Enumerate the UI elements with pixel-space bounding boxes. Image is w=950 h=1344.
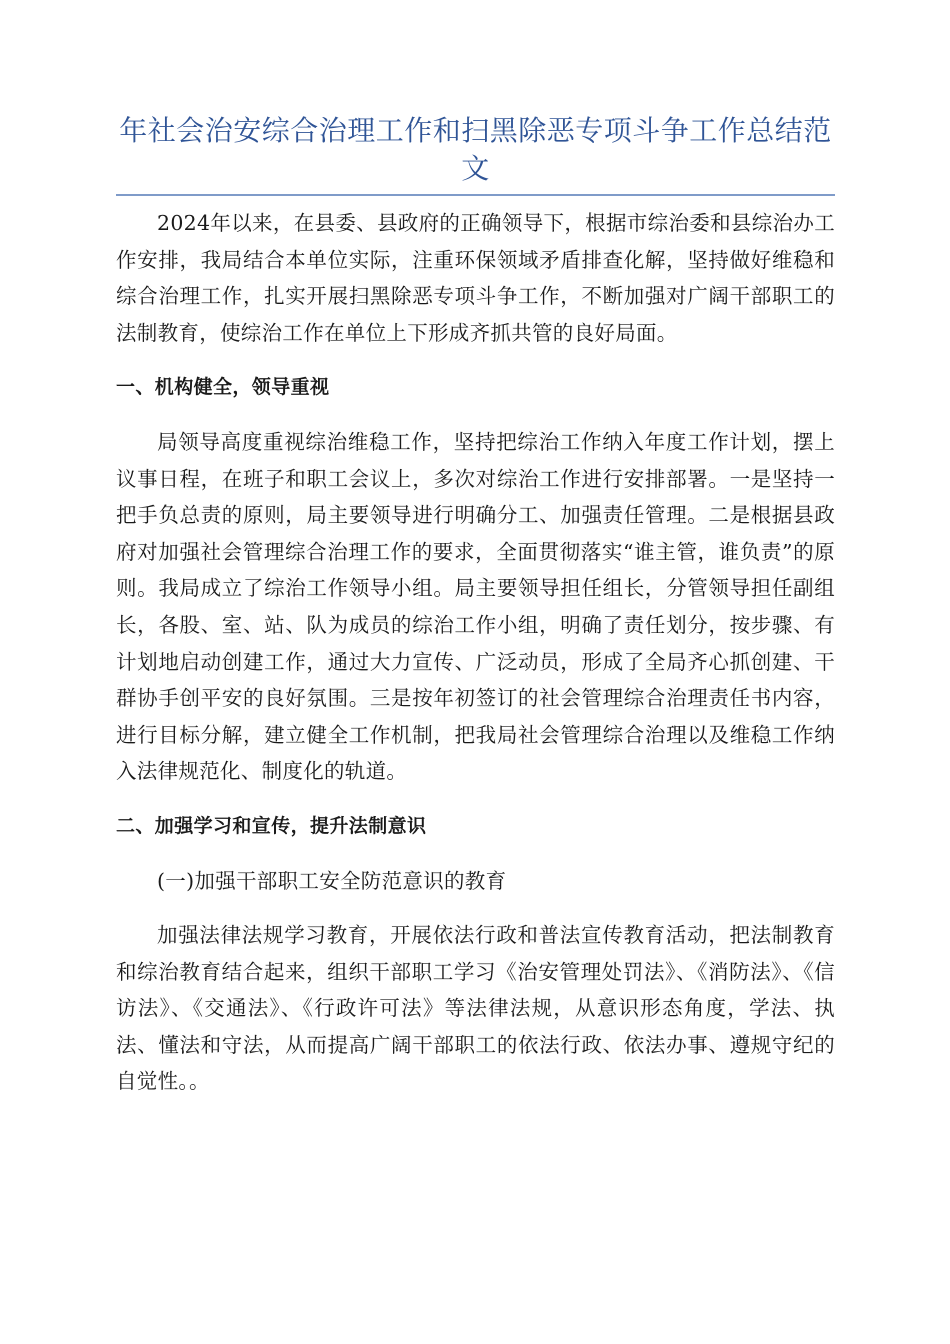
title-underline: [116, 194, 835, 196]
document-body: [116, 205, 835, 1100]
subsection-heading-2-1: (一)加强干部职工安全防范意识的教育: [157, 868, 507, 893]
intro-paragraph: 2024年以来，在县委、县政府的正确领导下，根据市综治委和县综治办工作安排，我局结合本单位实际，注重环保领域矛盾排查化解，坚持做好维稳和综合治理工作，扎实开展扫黑除恶专项斗争工作，不断加强对广阔干部职工的法制教育，使综治工作在单位上下形成齐抓共管的良好局面。: [116, 211, 835, 345]
document-title: 年社会治安综合治理工作和扫黑除恶专项斗争工作总结范文: [119, 114, 832, 185]
section-1-paragraph: 局领导高度重视综治维稳工作，坚持把综治工作纳入年度工作计划，摆上议事日程，在班子和职工会议上，多次对综治工作进行安排部署。一是坚持一把手负总责的原则，局主要领导进行明确分工、加强责任管理。二是根据县政府对加强社会管理综合治理工作的要求，全面贯彻落实“谁主管，谁负责”的原则。我局成立了综治工作领导小组。局主要领导担任组长，分管领导担任副组长，各股、室、站、队为成员的综治工作小组，明确了责任划分，按步骤、有计划地启动创建工作，通过大力宣传、广泛动员，形成了全局齐心抓创建、干群协手创平安的良好氛围。三是按年初签订的社会管理综合治理责任书内容，进行目标分解，建立健全工作机制，把我局社会管理综合治理以及维稳工作纳入法律规范化、制度化的轨道。: [116, 429, 835, 784]
section-heading-2: 二、加强学习和宣传，提升法制意识: [116, 814, 427, 837]
section-2-paragraph: 加强法律法规学习教育，开展依法行政和普法宣传教育活动，把法制教育和综治教育结合起来，组织干部职工学习《治安管理处罚法》、《消防法》、《信访法》、《交通法》、《行政许可法》等法律法规，从意识形态角度，学法、执法、懂法和守法，从而提高广阔干部职工的依法行政、依法办事、遵规守纪的自觉性。。: [116, 923, 835, 1094]
section-heading-1: 一、机构健全，领导重视: [116, 376, 330, 399]
title-block: [116, 112, 835, 196]
